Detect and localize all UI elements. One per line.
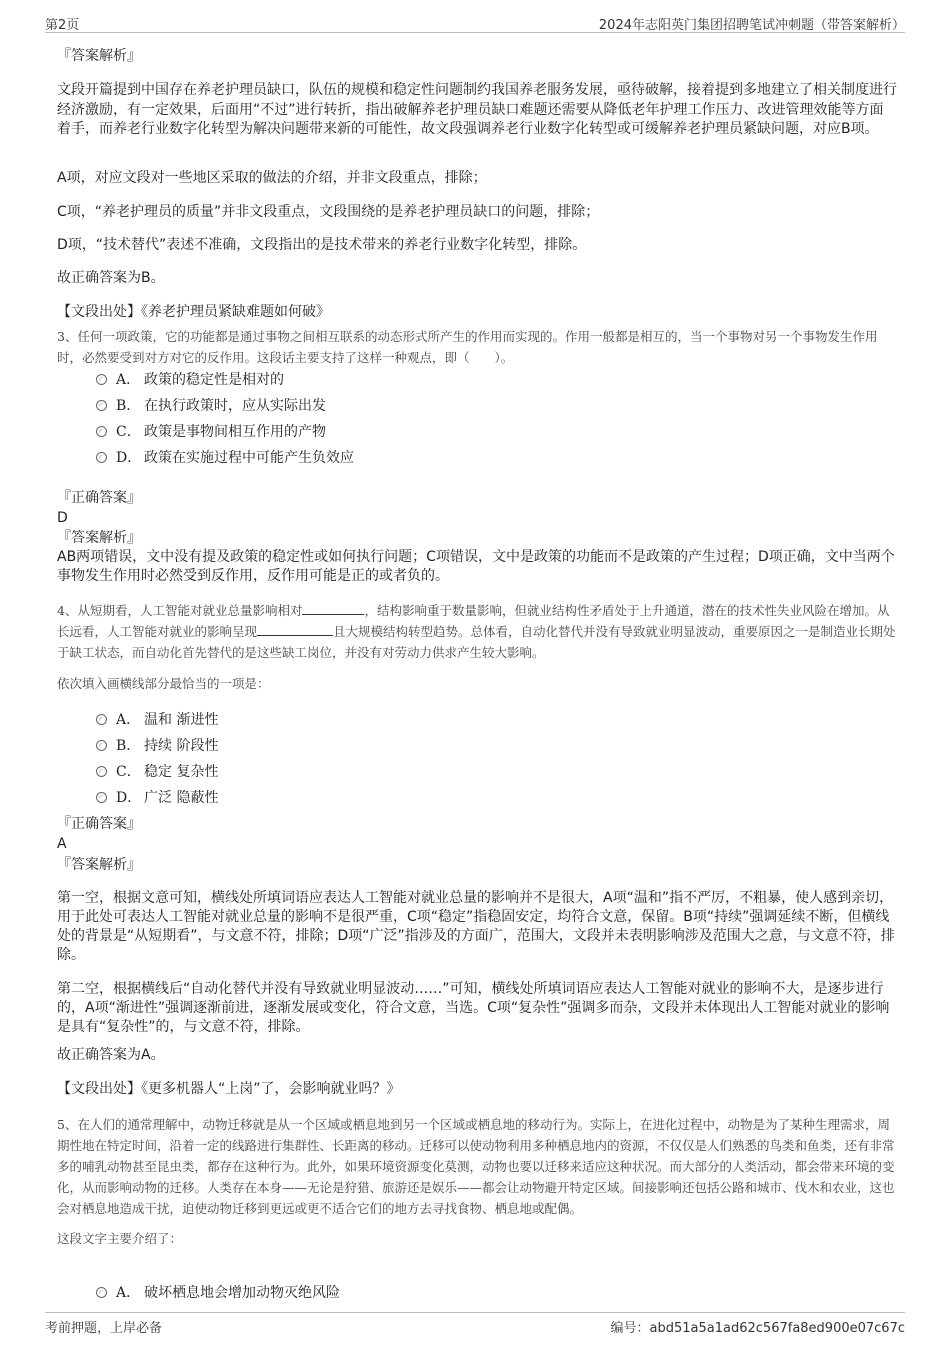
- radio-icon[interactable]: [96, 1287, 107, 1298]
- radio-icon[interactable]: [96, 400, 107, 411]
- q2-conclusion: 故正确答案为B。: [57, 270, 165, 286]
- page-number: 第2页: [45, 18, 80, 33]
- radio-icon[interactable]: [96, 792, 107, 803]
- radio-icon[interactable]: [96, 374, 107, 385]
- q3-answer: D: [57, 510, 68, 526]
- q3-analysis: AB两项错误，文中没有提及政策的稳定性或如何执行问题；C项错误，文中是政策的功能而不是政策的产生过程；D项正确，文中当两个事物发生作用时必然受到反作用，反作用可能是正的或者负的。: [57, 549, 895, 584]
- radio-icon[interactable]: [96, 740, 107, 751]
- q4-option-a[interactable]: A． 温和 渐进性: [96, 710, 218, 730]
- radio-icon[interactable]: [96, 452, 107, 463]
- q4-analysis-p1: 第一空，根据文意可知，横线处所填词语应表达人工智能对就业总量的影响并不是很大，A项“温和”指不严厉，不粗暴，使人感到亲切，用于此处可表达人工智能对就业总量的影响不是很严重，C项“稳定”指稳固安定，均符合文意，保留。B项“持续”强调延续不断，但横线处的背景是“从短期看”，与文意不符，排除；D项“广泛”指涉及的方面广，范围大，文段并未表明影响涉及范围大之意，与文意不符，排除。: [57, 890, 895, 963]
- q4-option-d[interactable]: D． 广泛 隐蔽性: [96, 788, 218, 808]
- q5-stem: 5、在人们的通常理解中，动物迁移就是从一个区域或栖息地到另一个区域或栖息地的移动行为。实际上，在进化过程中，动物是为了某种生理需求，周期性地在特定时间，沿着一定的线路进行集群性、长距离的移动。迁移可以使动物利用多种栖息地内的资源，不仅仅是人们熟悉的鸟类和鱼类，还有非常多的哺乳动物甚至昆虫类，都存在这种行为。此外，如果环境资源变化莫测，动物也要以迁移来适应这种状况。而大部分的人类活动，都会带来环境的变化，从而影响动物的迁移。人类存在本身——无论是狩猎、旅游还是娱乐——都会让动物避开特定区域。间接影响还包括公路和城市、伐木和农业，这也会对栖息地造成干扰，迫使动物迁移到更远或更不适合它们的地方去寻找食物、栖息地或配偶。: [57, 1117, 895, 1216]
- q3-option-a[interactable]: A． 政策的稳定性是相对的: [96, 370, 284, 390]
- q4-answer-label: 『正确答案』: [57, 816, 141, 832]
- q2-source: 【文段出处】《养老护理员紧缺难题如何破》: [57, 304, 330, 320]
- q4-prompt: 依次填入画横线部分最恰当的一项是：: [57, 676, 270, 691]
- q3-option-b[interactable]: B． 在执行政策时，应从实际出发: [96, 396, 326, 416]
- footer-code: 编号：abd51a5a1ad62c567fa8ed900e07c67c: [610, 1321, 905, 1336]
- q4-source: 【文段出处】《更多机器人“上岗”了，会影响就业吗？》: [57, 1081, 401, 1097]
- q4-analysis-p2: 第二空，根据横线后“自动化替代并没有导致就业明显波动……”可知，横线处所填词语应表达人工智能对就业的影响不大，是逐步进行的，A项“渐进性”强调逐渐前进，逐渐发展或变化，符合文意，当选。C项“复杂性”强调多而杂，文段并未体现出人工智能对就业的影响是具有“复杂性”的，与文意不符，排除。: [57, 981, 890, 1035]
- blank-2: [257, 623, 333, 636]
- radio-icon[interactable]: [96, 714, 107, 725]
- q3-option-d[interactable]: D． 政策在实施过程中可能产生负效应: [96, 448, 354, 468]
- page-footer: [45, 1312, 905, 1335]
- q4-answer: A: [57, 836, 67, 852]
- radio-icon[interactable]: [96, 426, 107, 437]
- q2-analysis-label: 『答案解析』: [57, 48, 141, 64]
- q5-option-a[interactable]: A． 破坏栖息地会增加动物灭绝风险: [96, 1283, 340, 1303]
- document-title: 2024年志阳英门集团招聘笔试冲刺题（带答案解析）: [598, 18, 905, 33]
- page-header: [45, 12, 905, 33]
- q2-analysis-a: A项，对应文段对一些地区采取的做法的介绍，并非文段重点，排除；: [57, 170, 487, 186]
- q4-option-b[interactable]: B． 持续 阶段性: [96, 736, 218, 756]
- q2-analysis: 文段开篇提到中国存在养老护理员缺口，队伍的规模和稳定性问题制约我国养老服务发展，亟待破解，接着提到多地建立了相关制度进行经济激励，有一定效果，后面用“不过”进行转折，指出破解养老护理员缺口难题还需要从降低老年护理工作压力、改进管理效能等方面着手，而养老行业数字化转型为解决问题带来新的可能性，故文段强调养老行业数字化转型或可缓解养老护理员紧缺问题，对应B项。: [57, 82, 897, 137]
- q3-answer-label: 『正确答案』: [57, 490, 141, 506]
- q5-prompt: 这段文字主要介绍了：: [57, 1231, 183, 1246]
- q4-analysis-label: 『答案解析』: [57, 857, 141, 873]
- radio-icon[interactable]: [96, 766, 107, 777]
- q2-analysis-c: C项，“养老护理员的质量”并非文段重点，文段围绕的是养老护理员缺口的问题，排除；: [57, 204, 600, 220]
- q2-analysis-d: D项，“技术替代”表述不准确，文段指出的是技术带来的养老行业数字化转型，排除。: [57, 237, 587, 253]
- q3-analysis-label: 『答案解析』: [57, 530, 141, 546]
- q3-option-c[interactable]: C． 政策是事物间相互作用的产物: [96, 422, 326, 442]
- q3-stem: 3、任何一项政策，它的功能都是通过事物之间相互联系的动态形式所产生的作用而实现的。作用一般都是相互的，当一个事物对另一个事物发生作用时，必然要受到对方对它的反作用。这段话主要支持了这样一种观点，即（ ）。: [57, 329, 878, 365]
- q4-option-c[interactable]: C． 稳定 复杂性: [96, 762, 218, 782]
- q4-stem: 4、从短期看，人工智能对就业总量影响相对 ，结构影响重于数量影响，但就业结构性矛盾处于上升通道，潜在的技术性失业风险在增加。从长远看，人工智能对就业的影响呈现 且大规模结构转型趋势。总体看，自动化替代并没有导致就业明显波动，重要原因之一是制造业长期处于缺工状态，而自动化首先替代的是这些缺工岗位，并没有对劳动力供求产生较大影响。: [57, 603, 896, 660]
- footer-slogan: 考前押题，上岸必备: [45, 1321, 163, 1336]
- q4-conclusion: 故正确答案为A。: [57, 1047, 165, 1063]
- blank-1: [302, 602, 364, 615]
